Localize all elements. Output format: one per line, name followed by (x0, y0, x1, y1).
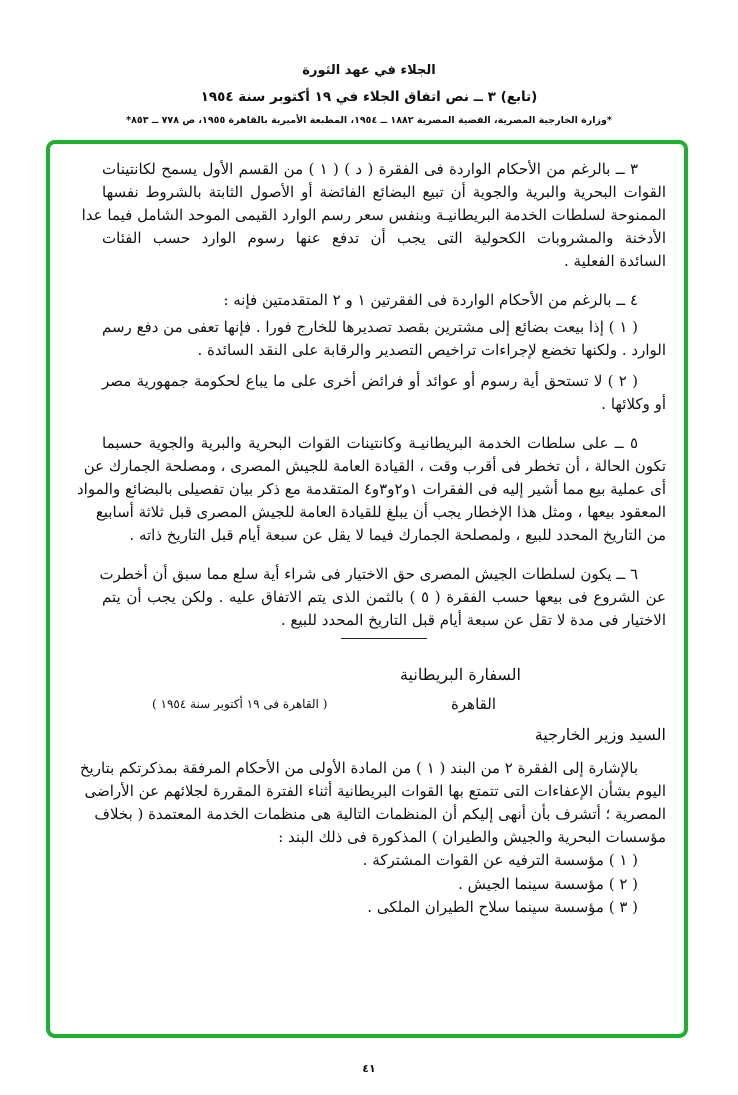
paragraph-5 (76, 432, 666, 547)
highlight-frame (46, 140, 688, 1038)
letter-sender: السفارة البريطانية (399, 665, 521, 684)
text-line: أى عملية بيع مما أشير إليه فى الفقرات ١و٢و٣و٤ المتقدمة مع ذكر بيان تفصيلى بالبضائع والمواد (76, 480, 666, 498)
page-number: ٤١ (362, 1062, 376, 1075)
text-line: أو وكلائها . (601, 395, 666, 413)
text-line: ٤ ــ بالرغم من الأحكام الواردة فى الفقرتين ١ و ٢ المتقدمتين فإنه : (223, 291, 638, 309)
organization-list (102, 849, 666, 920)
paragraph-4 (102, 289, 666, 416)
text-line: السائدة الفعلية . (564, 252, 666, 270)
text-line: تكون الحالة ، أن تخطر فى أقرب وقت ، القيادة العامة للجيش المصرى ، ومصلحة الجمارك عن (83, 457, 666, 475)
book-title: الجلاء في عهد الثورة (302, 63, 436, 78)
list-item: ( ١ ) مؤسسة الترفيه عن القوات المشتركة . (362, 851, 638, 869)
letter-city: القاهرة (451, 695, 496, 713)
list-item: ( ٢ ) مؤسسة سينما الجيش . (458, 874, 638, 893)
text-line: الأدخنة والمشروبات الكحولية التى يجب أن تدفع عنها رسوم الوارد حسب الفئات (102, 229, 666, 247)
text-line: مؤسسات البحرية والجيش والطيران ) المذكورة فى ذلك البند : (278, 828, 666, 846)
section-title: (تابع) ٣ ــ نص اتفاق الجلاء في ١٩ أكتوبر سنة ١٩٥٤ (200, 89, 538, 105)
text-line: ( ١ ) إذا بيعت بضائع إلى مشترين بقصد تصديرها للخارج فورا . فإنها تعفى من دفع رسم (102, 318, 639, 336)
document-body (76, 158, 666, 920)
letter-date: ( القاهرة فى ١٩ أكتوبر سنة ١٩٥٤ ) (152, 697, 328, 711)
text-line: ( ٢ ) لا تستحق أية رسوم أو عوائد أو فرائض أخرى على ما يباع لحكومة جمهورية مصر (102, 372, 638, 390)
text-line: اليوم بشأن الإعفاءات التى تتمتع بها القوات البريطانية أثناء الفترة المقررة لجلائهم عن الأراضى (84, 782, 666, 800)
source-citation: *وزارة الخارجية المصرية، القضية المصرية ١٨٨٢ ــ ١٩٥٤، المطبعة الأميرية بالقاهرة ١٩٥٥، ص ٧٧٨ ــ ٨٥٣* (126, 115, 612, 126)
letter-body (79, 757, 666, 849)
letter-addressee: السيد وزير الخارجية (534, 725, 666, 744)
text-line: من التاريخ المحدد للبيع ، ولمصلحة الجمارك فيما لا يقل عن سبعة أيام قبل التاريخ ذاته . (129, 526, 666, 544)
text-line: الاختيار فى مدة لا تقل عن سبعة أيام قبل التاريخ المحدد للبيع . (280, 611, 666, 629)
text-line: ٣ ــ بالرغم من الأحكام الواردة فى الفقرة ( د ) ( ١ ) من القسم الأول يسمح لكانتينات (102, 160, 638, 178)
divider (341, 638, 427, 639)
text-line: الوارد . ولكنها تخضع لإجراءات تراخيص التصدير والرقابة على النقد السائدة . (197, 341, 666, 359)
letter-location-row (102, 689, 666, 719)
text-line: ٦ ــ يكون لسلطات الجيش المصرى حق الاختيار فى شراء أية سلع مما سبق أن أخطرت (99, 565, 638, 583)
paragraph-3 (81, 158, 666, 273)
text-line: المعقود بيعها ، ومثل هذا الإخطار يجب أن يبلغ للقيادة العامة للجيش المصرى قبل ثلاثة أسابيع (95, 503, 666, 521)
list-item: ( ٣ ) مؤسسة سينما سلاح الطيران الملكى . (367, 898, 638, 916)
text-line: الممنوحة لسلطات الخدمة البريطانيـة وبنفس سعر رسم الوارد القيمى الموحد الشامل فيما عدا (81, 206, 666, 224)
paragraph-6 (99, 563, 666, 632)
text-line: بالإشارة إلى الفقرة ٢ من البند ( ١ ) من المادة الأولى من الأحكام المرفقة بمذكرتكم بتاريخ (79, 759, 638, 777)
text-line: المصرية ؛ أتشرف بأن أنهى إليكم أن المنظمات التالية هى منظمات الخدمة المعتمدة ( بخلاف (94, 805, 666, 823)
text-line: القوات البحرية والبرية والجوية أن تبيع البضائع الفائضة أو الأصول الثابتة بالشروط نفسها (102, 183, 666, 201)
text-line: عن الشروع فى بيعها حسب الفقرة ( ٥ ) بالثمن الذى يتم الاتفاق عليه . ولكن يجب أن يتم (102, 588, 666, 606)
text-line: ٥ ــ على سلطات الخدمة البريطانيـة وكانتينات القوات البحرية والبرية والجوية حسبما (102, 434, 638, 452)
